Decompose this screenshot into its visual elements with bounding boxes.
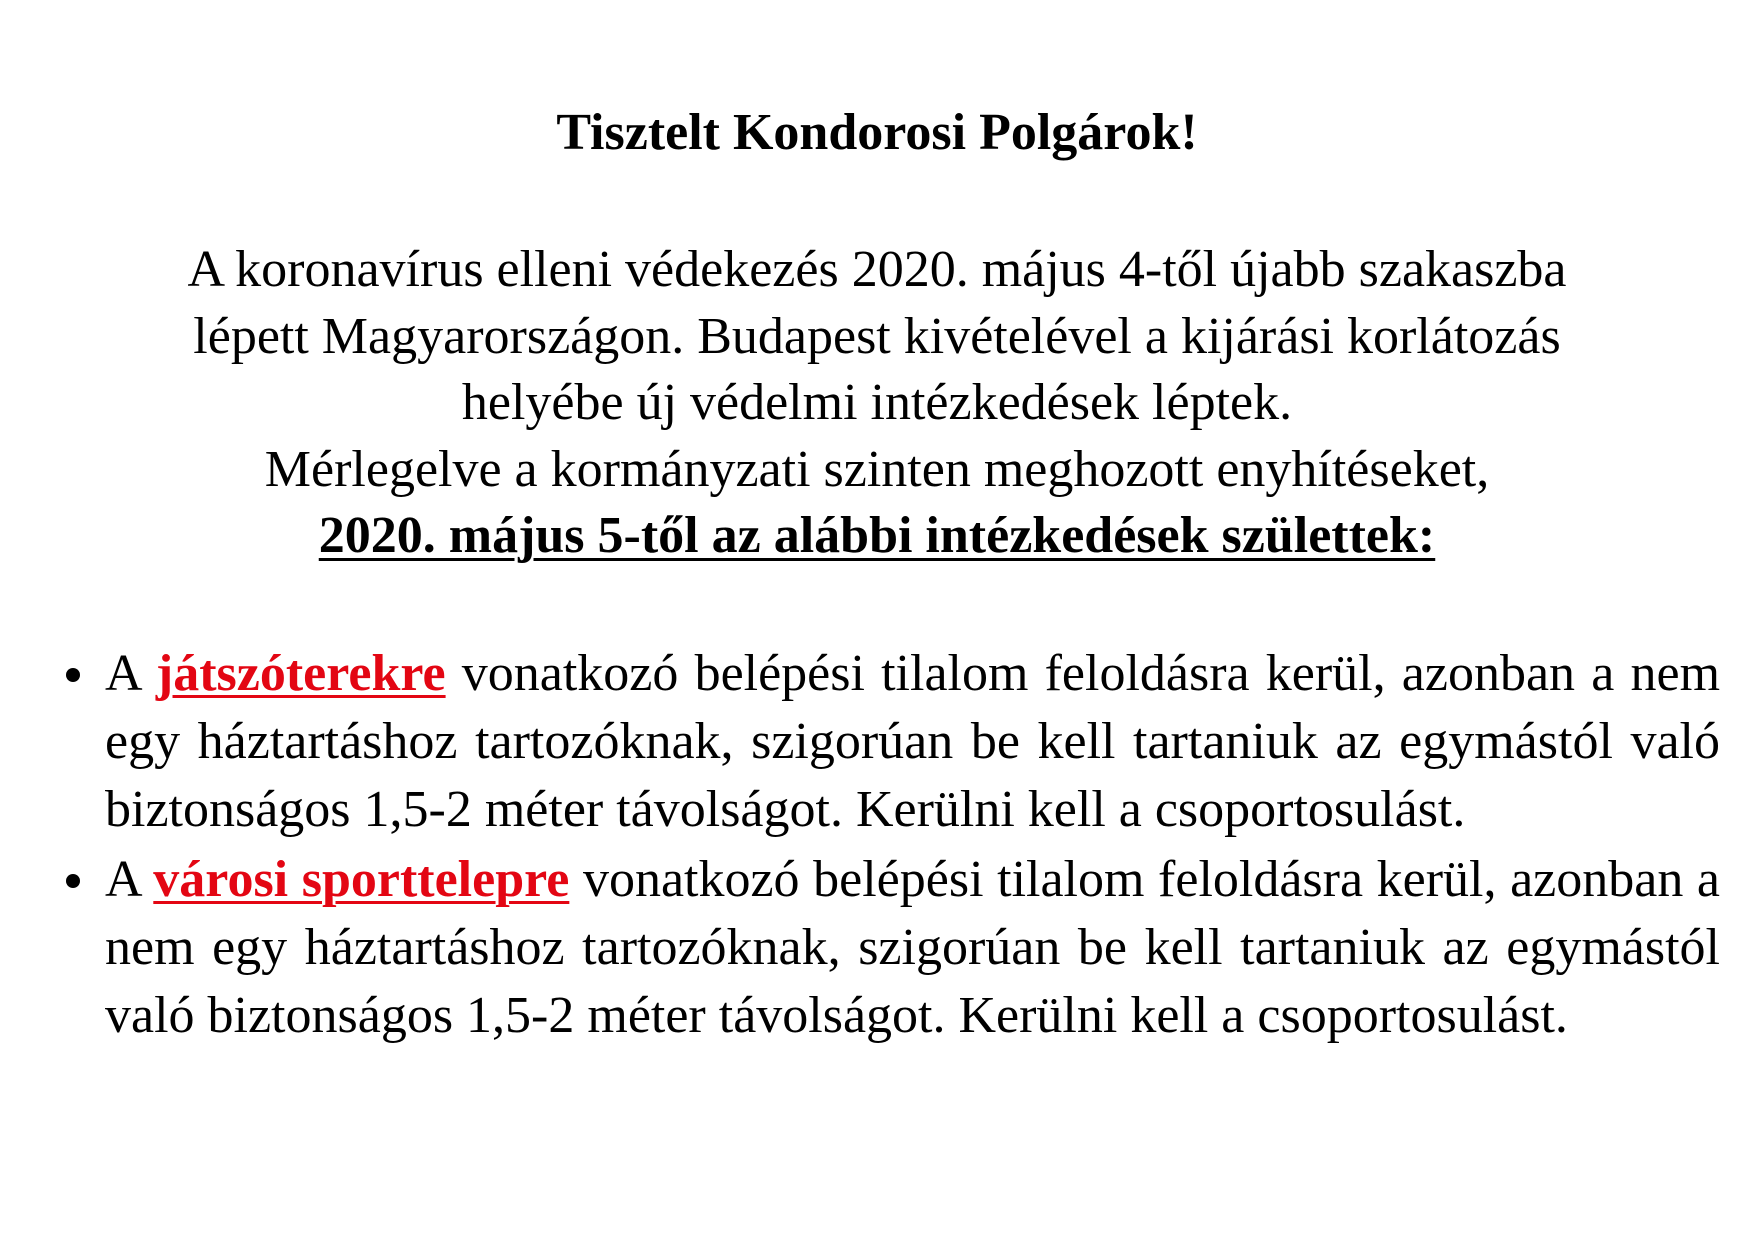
measure-highlight-sports-ground: városi sporttelepre bbox=[153, 851, 570, 908]
measure-item-playgrounds bbox=[60, 640, 1720, 844]
intro-line: A koronavírus elleni védekezés 2020. május 4-től újabb szakaszba bbox=[187, 241, 1567, 298]
measure-prefix: A bbox=[105, 851, 140, 908]
greeting-heading: Tisztelt Kondorosi Polgárok! bbox=[556, 104, 1198, 161]
intro-paragraph bbox=[60, 237, 1694, 570]
measure-text: vonatkozó belépési tilalom feloldásra kerül, azonban a nem egy háztartáshoz tartozóknak, szigorúan be kell tartaniuk az egymástól való biztonságos 1,5-2 méter távolságot. Kerülni kell a csoportosulást. bbox=[105, 645, 1721, 838]
measure-item-sports-ground bbox=[60, 846, 1720, 1050]
intro-line: lépett Magyarországon. Budapest kivételével a kijárási korlátozás bbox=[193, 307, 1561, 365]
measures-announcement: 2020. május 5-től az alábbi intézkedések születtek: bbox=[318, 507, 1436, 564]
measures-list bbox=[60, 640, 1720, 1050]
measure-highlight-playgrounds: játszóterekre bbox=[155, 645, 446, 702]
measure-prefix: A bbox=[105, 645, 140, 702]
bullet-dot-icon bbox=[66, 668, 80, 682]
intro-line: Mérlegelve a kormányzati szinten meghozott enyhítéseket, bbox=[264, 440, 1490, 498]
measure-text: vonatkozó belépési tilalom feloldásra kerül, azonban a nem egy háztartáshoz tartozóknak, szigorúan be kell tartaniuk az egymástól való biztonságos 1,5-2 méter távolságot. Kerülni kell a csoportosulást. bbox=[105, 851, 1721, 1044]
bullet-dot-icon bbox=[66, 874, 80, 888]
intro-line: helyébe új védelmi intézkedések léptek. bbox=[461, 374, 1293, 431]
